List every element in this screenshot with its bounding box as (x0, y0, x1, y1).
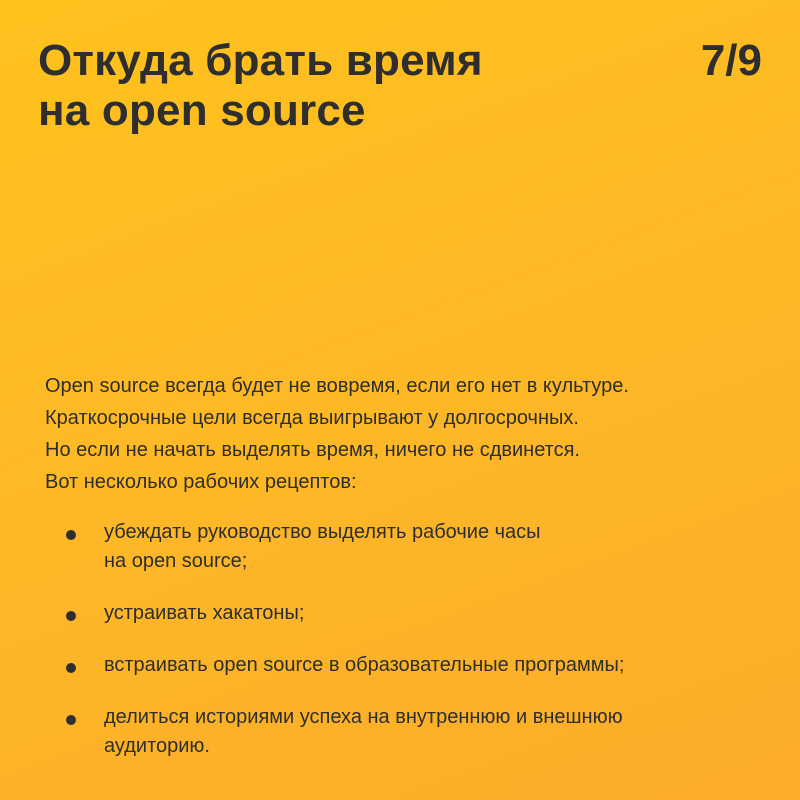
page-counter: 7/9 (700, 36, 762, 85)
bullet-list (66, 518, 766, 784)
list-item (66, 703, 766, 761)
bullet-text: делиться историями успеха на внутреннюю и внешнюю (104, 706, 623, 728)
intro-line: Open source всегда будет не вовремя, если его нет в культуре. (45, 375, 629, 397)
list-item (66, 518, 766, 576)
title-line-1: Откуда брать время (38, 36, 483, 85)
intro-paragraph (45, 370, 765, 498)
bullet-text: устраивать хакатоны; (104, 602, 305, 624)
title-line-2: на open source (38, 86, 366, 135)
intro-line: Краткосрочные цели всегда выигрывают у долгосрочных. (45, 407, 579, 429)
intro-line: Но если не начать выделять время, ничего не сдвинется. (45, 439, 580, 461)
bullet-dot-icon (66, 663, 76, 673)
bullet-text: аудиторию. (104, 735, 210, 757)
bullet-text: встраивать open source в образовательные программы; (104, 654, 625, 676)
page-title (38, 36, 483, 136)
intro-line: Вот несколько рабочих рецептов: (45, 471, 357, 493)
bullet-dot-icon (66, 530, 76, 540)
bullet-text: убеждать руководство выделять рабочие часы (104, 521, 541, 543)
bullet-text: на open source; (104, 550, 248, 572)
list-item (66, 651, 766, 680)
bullet-dot-icon (66, 611, 76, 621)
bullet-dot-icon (66, 715, 76, 725)
list-item (66, 599, 766, 628)
